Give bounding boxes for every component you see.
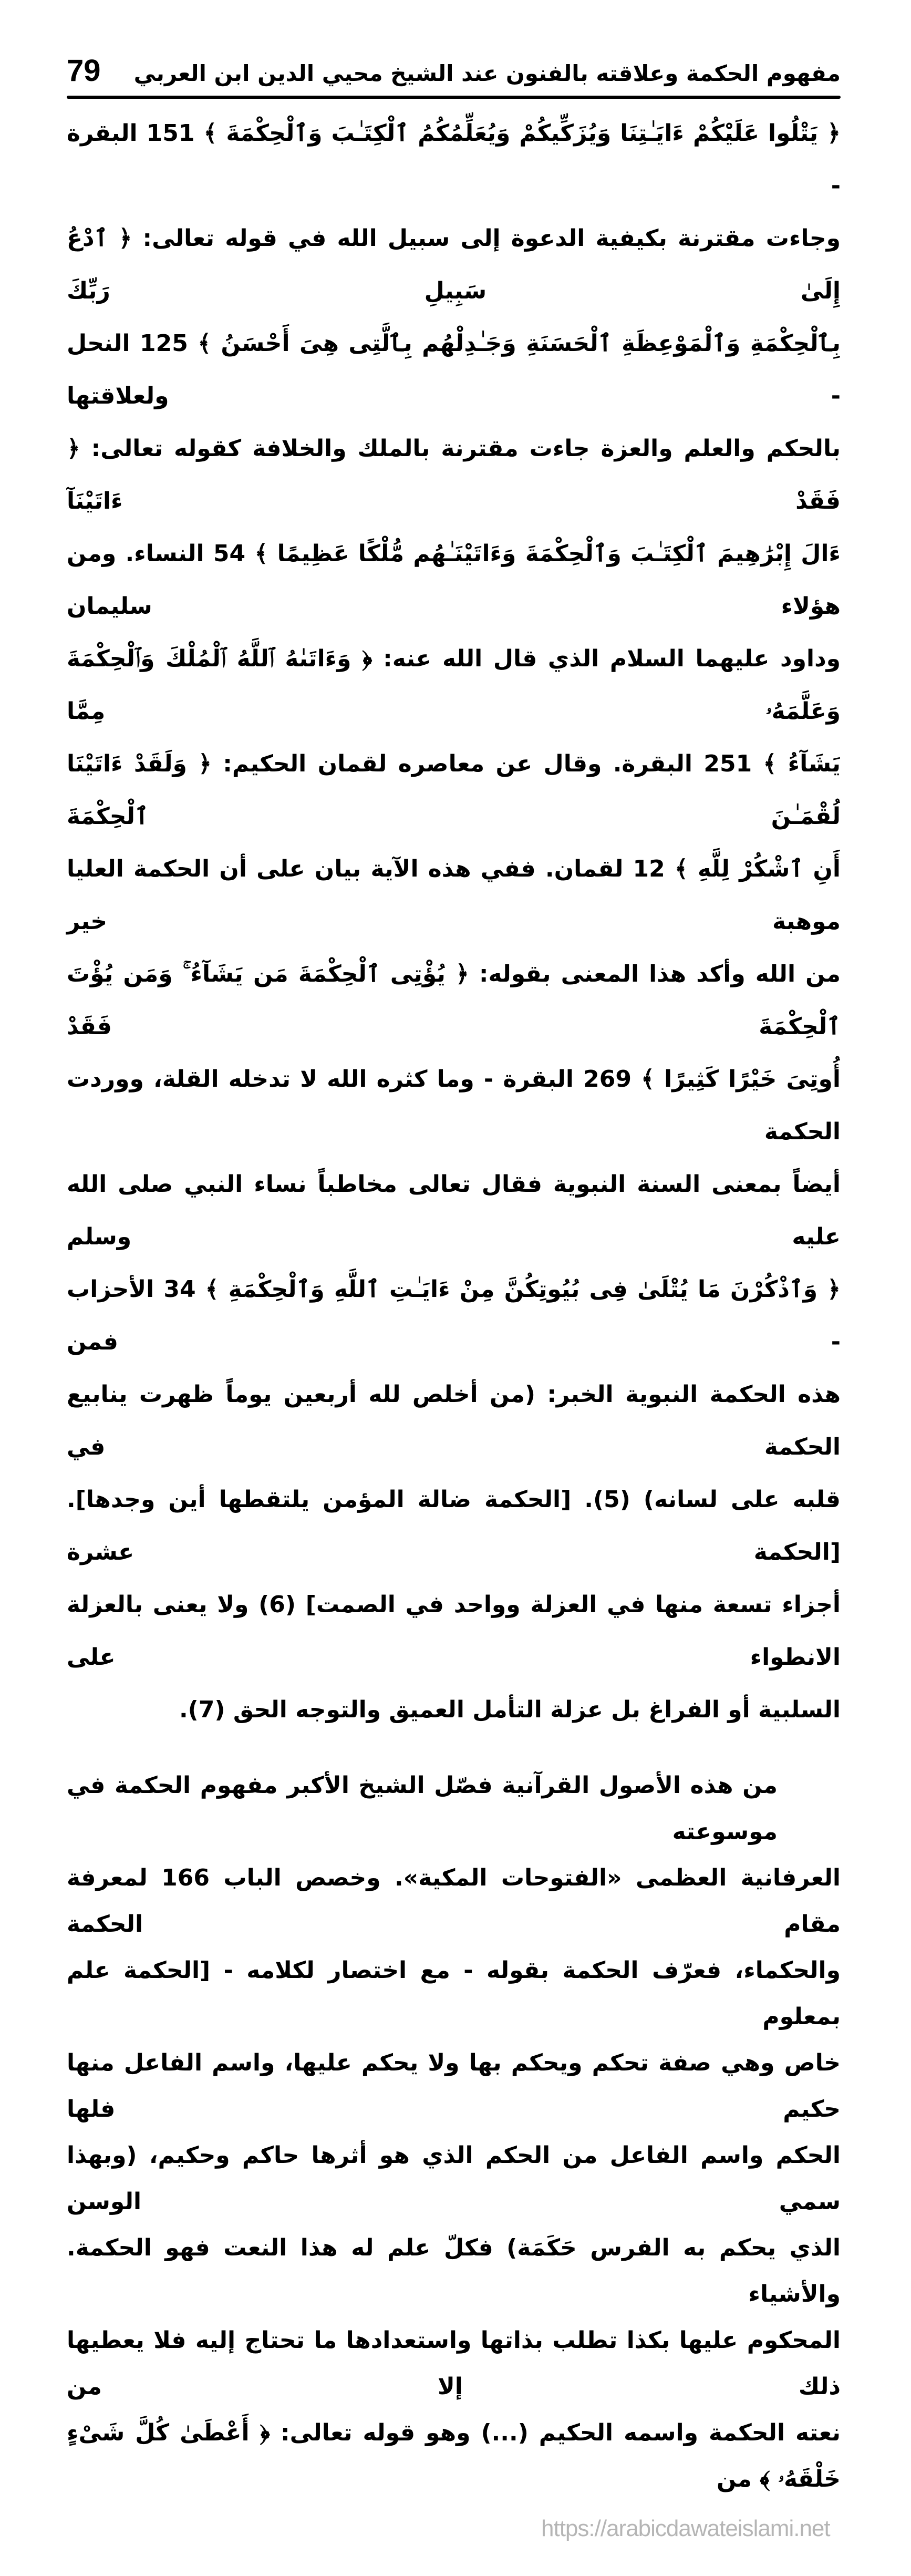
text-line: والحكماء، فعرّف الحكمة بقوله - مع اختصار لكلامه - [الحكمة علم بمعلوم [67,1957,841,2030]
page-number: 79 [67,54,101,88]
text-line: هذه الحكمة النبوية الخبر: (من أخلص لله أربعين يوماً ظهرت ينابيع الحكمة في [67,1381,841,1460]
text-line: ءَالَ إِبْرَٰهِيمَ ٱلْكِتَـٰبَ وَٱلْحِكْمَةَ وَءَاتَيْنَـٰهُم مُّلْكًا عَظِيمًا ﴾ 54 النساء. ومن هؤلاء سليمان [67,540,841,620]
paragraph-2 [67,1763,841,2502]
text-line: خاص وهي صفة تحكم ويحكم بها ولا يحكم عليها، واسم الفاعل منها حكيم فلها [67,2049,841,2122]
page-header [67,53,841,89]
text-line: ﴿ يَتْلُوا عَلَيْكُمْ ءَايَـٰتِنَا وَيُزَكِّيكُمْ وَيُعَلِّمُكُمُ ٱلْكِتَـٰبَ وَٱلْحِكْمَةَ ﴾ 151 البقرة - [67,120,841,199]
text-line: الذي يحكم به الفرس حَكَمَة) فكلّ علم له هذا النعت فهو الحكمة. والأشياء [67,2234,841,2307]
text-line: المحكوم عليها بكذا تطلب بذاتها واستعدادها ما تحتاج إليه فلا يعطيها ذلك إلا من [67,2327,841,2400]
text-line: ﴿ وَٱذْكُرْنَ مَا يُتْلَىٰ فِى بُيُوتِكُنَّ مِنْ ءَايَـٰتِ ٱللَّهِ وَٱلْحِكْمَةِ ﴾ 34 الأحزاب - فمن [67,1276,841,1355]
text-line: يَشَآءُ ﴾ 251 البقرة. وقال عن معاصره لقمان الحكيم: ﴿ وَلَقَدْ ءَاتَيْنَا لُقْمَـٰنَ ٱلْحِكْمَةَ [67,750,841,830]
text-line: أُوتِىَ خَيْرًا كَثِيرًا ﴾ 269 البقرة - وما كثره الله لا تدخله القلة، ووردت الحكمة [67,1066,841,1145]
text-line: بِٱلْحِكْمَةِ وَٱلْمَوْعِظَةِ ٱلْحَسَنَةِ وَجَـٰدِلْهُم بِٱلَّتِى هِىَ أَحْسَنُ ﴾ 125 النحل - ولعلاقتها [67,330,841,409]
text-line: العرفانية العظمى «الفتوحات المكية». وخصص الباب 166 لمعرفة مقام الحكمة [67,1864,841,1938]
text-line: وجاءت مقترنة بكيفية الدعوة إلى سبيل الله في قوله تعالى: ﴿ ٱدْعُ إِلَىٰ سَبِيلِ رَبِّكَ [67,225,841,304]
text-line: أجزاء تسعة منها في العزلة وواحد في الصمت] (6) ولا يعنى بالعزلة الانطواء على [67,1591,841,1671]
text-line: الحكم واسم الفاعل من الحكم الذي هو أثرها حاكم وحكيم، (وبهذا سمي الوسن [67,2142,841,2215]
text-line: قلبه على لسانه) (5). [الحكمة ضالة المؤمن يلتقطها أين وجدها]. [الحكمة عشرة [67,1486,841,1565]
text-line: وداود عليهما السلام الذي قال الله عنه: ﴿ وَءَاتَىٰهُ ٱللَّهُ ٱلْمُلْكَ وَٱلْحِكْمَةَ وَعَلَّمَهُۥ مِمَّا [67,645,841,725]
running-title: مفهوم الحكمة وعلاقته بالفنون عند الشيخ محيي الدين ابن العربي [133,60,841,86]
watermark-url: https://arabicdawateislami.net [541,2516,830,2541]
header-rule [67,96,841,99]
text-line: أَنِ ٱشْكُرْ لِلَّهِ ﴾ 12 لقمان. ففي هذه الآية بيان على أن الحكمة العليا موهبة خير [67,856,841,935]
text-line: من الله وأكد هذا المعنى بقوله: ﴿ يُؤْتِى ٱلْحِكْمَةَ مَن يَشَآءُ ۚ وَمَن يُؤْتَ ٱلْحِكْمَةَ فَقَدْ [67,961,841,1040]
text-line: السلبية أو الفراغ بل عزلة التأمل العميق والتوجه الحق (7). [179,1696,841,1723]
text-line: نعته الحكمة واسمه الحكيم (...) وهو قوله تعالى: ﴿ أَعْطَىٰ كُلَّ شَىْءٍ خَلْقَهُۥ ﴾ من [67,2419,841,2492]
text-line: أيضاً بمعنى السنة النبوية فقال تعالى مخاطباً نساء النبي صلى الله عليه وسلم [67,1171,841,1250]
text-line: من هذه الأصول القرآنية فصّل الشيخ الأكبر مفهوم الحكمة في موسوعته [67,1772,778,1845]
paragraph-1 [67,107,841,1736]
text-line: بالحكم والعلم والعزة جاءت مقترنة بالملك والخلافة كقوله تعالى: ﴿ فَقَدْ ءَاتَيْنَآ [67,435,841,514]
